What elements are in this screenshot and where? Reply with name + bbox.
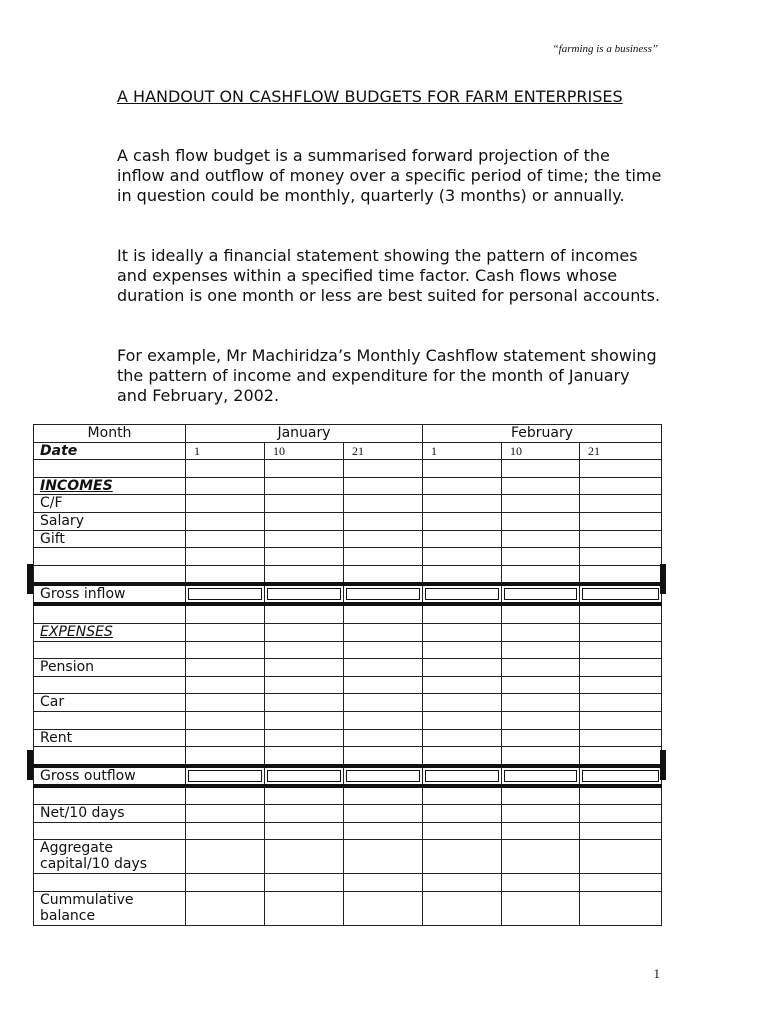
document-title: A HANDOUT ON CASHFLOW BUDGETS FOR FARM ENTERPRISES <box>117 87 623 106</box>
date-cell: 21 <box>344 442 423 460</box>
table-row <box>34 460 662 478</box>
table-row <box>34 892 662 926</box>
table-row <box>34 747 662 766</box>
table-row <box>34 676 662 694</box>
date-cell: 1 <box>186 442 265 460</box>
header-tagline: “farming is a business” <box>552 43 658 55</box>
row-label: Salary <box>34 512 186 530</box>
border-edge-mark <box>27 750 33 780</box>
row-label: Aggregate capital/10 days <box>34 840 186 874</box>
date-cell: 1 <box>423 442 502 460</box>
border-edge-mark <box>660 564 666 594</box>
month-january: January <box>186 425 423 443</box>
table-row <box>34 604 662 623</box>
table-row <box>34 659 662 677</box>
table-row <box>34 729 662 747</box>
paragraph-example: For example, Mr Machiridza’s Monthly Cashflow statement showing the pattern of income and expenditure for the month of January and February, 2002. <box>117 346 657 405</box>
table-row <box>34 711 662 729</box>
cashflow-table <box>33 424 662 926</box>
table-row <box>34 874 662 892</box>
gross-outflow-row <box>34 766 662 786</box>
expenses-heading: EXPENSES <box>34 623 186 641</box>
month-february: February <box>423 425 662 443</box>
row-label: Pension <box>34 659 186 677</box>
table-row <box>34 495 662 513</box>
table-row <box>34 548 662 566</box>
row-label: C/F <box>34 495 186 513</box>
table-row <box>34 565 662 584</box>
page-number: 1 <box>653 966 660 981</box>
row-label: Gross inflow <box>34 584 186 604</box>
date-label: Date <box>34 442 186 460</box>
paragraph-description: It is ideally a financial statement showing the pattern of incomes and expenses within a specified time factor. Cash flows whose duration is one month or less are best suited for personal accounts. <box>117 246 661 305</box>
incomes-heading: INCOMES <box>34 477 186 495</box>
month-header: Month <box>34 425 186 443</box>
table-row <box>34 512 662 530</box>
date-row <box>34 442 662 460</box>
border-edge-mark <box>27 564 33 594</box>
row-label: Rent <box>34 729 186 747</box>
table-row <box>34 786 662 805</box>
table-row <box>34 822 662 840</box>
date-cell: 10 <box>502 442 580 460</box>
table-row <box>34 840 662 874</box>
table-row <box>34 530 662 548</box>
table-row <box>34 641 662 659</box>
row-label: Net/10 days <box>34 805 186 823</box>
paragraph-definition: A cash flow budget is a summarised forward projection of the inflow and outflow of money over a specific period of time; the time in question could be monthly, quarterly (3 months) or annually. <box>117 146 662 205</box>
row-label: Gift <box>34 530 186 548</box>
table-row <box>34 623 662 641</box>
border-edge-mark <box>660 750 666 780</box>
row-label: Cummulative balance <box>34 892 186 926</box>
row-label: Car <box>34 694 186 712</box>
date-cell: 10 <box>265 442 344 460</box>
table-row <box>34 477 662 495</box>
table-row <box>34 694 662 712</box>
gross-inflow-row <box>34 584 662 604</box>
date-cell: 21 <box>580 442 662 460</box>
table-row <box>34 805 662 823</box>
table-header-row <box>34 425 662 443</box>
row-label: Gross outflow <box>34 766 186 786</box>
